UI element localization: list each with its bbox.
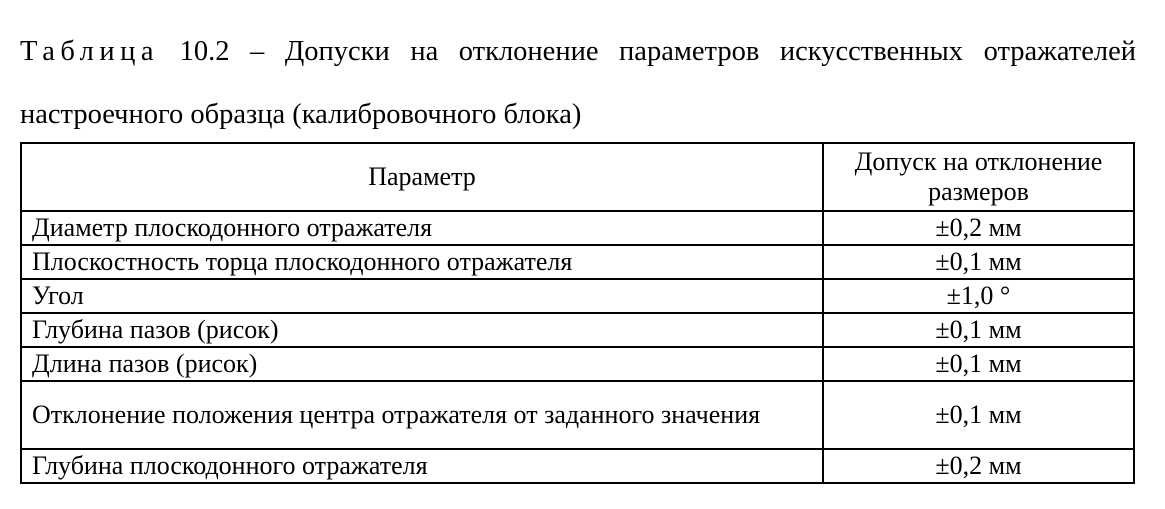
parameter-cell: Плоскостность торца плоскодонного отражателя (21, 245, 823, 279)
tolerance-cell: ±0,2 мм (823, 449, 1134, 483)
table-row (21, 279, 1134, 313)
table-row (21, 313, 1134, 347)
tolerance-cell: ±0,2 мм (823, 211, 1134, 245)
tolerance-cell: ±0,1 мм (823, 381, 1134, 449)
table-row (21, 245, 1134, 279)
parameter-cell: Угол (21, 279, 823, 313)
table-row (21, 347, 1134, 381)
parameter-cell: Отклонение положения центра отражателя от заданного значения (21, 381, 823, 449)
table-header-row (21, 143, 1134, 211)
tolerance-cell: ±0,1 мм (823, 245, 1134, 279)
table-caption-text: 10.2 – Допуски на отклонение параметров искусственных отражателей настроечного образца (калибровочного блока) (20, 36, 1137, 130)
parameter-cell: Глубина пазов (рисок) (21, 313, 823, 347)
table-caption-label: Таблица (20, 36, 160, 67)
parameter-cell: Длина пазов (рисок) (21, 347, 823, 381)
tolerance-cell: ±0,1 мм (823, 313, 1134, 347)
table-caption (20, 20, 1136, 146)
tolerance-cell: ±0,1 мм (823, 347, 1134, 381)
table-row (21, 211, 1134, 245)
table-row (21, 381, 1134, 449)
header-parameter: Параметр (21, 143, 823, 211)
parameter-cell: Диаметр плоскодонного отражателя (21, 211, 823, 245)
parameter-cell: Глубина плоскодонного отражателя (21, 449, 823, 483)
table-row (21, 449, 1134, 483)
tolerance-cell: ±1,0 ° (823, 279, 1134, 313)
tolerance-table (20, 142, 1135, 484)
header-tolerance: Допуск на отклонение размеров (823, 143, 1134, 211)
